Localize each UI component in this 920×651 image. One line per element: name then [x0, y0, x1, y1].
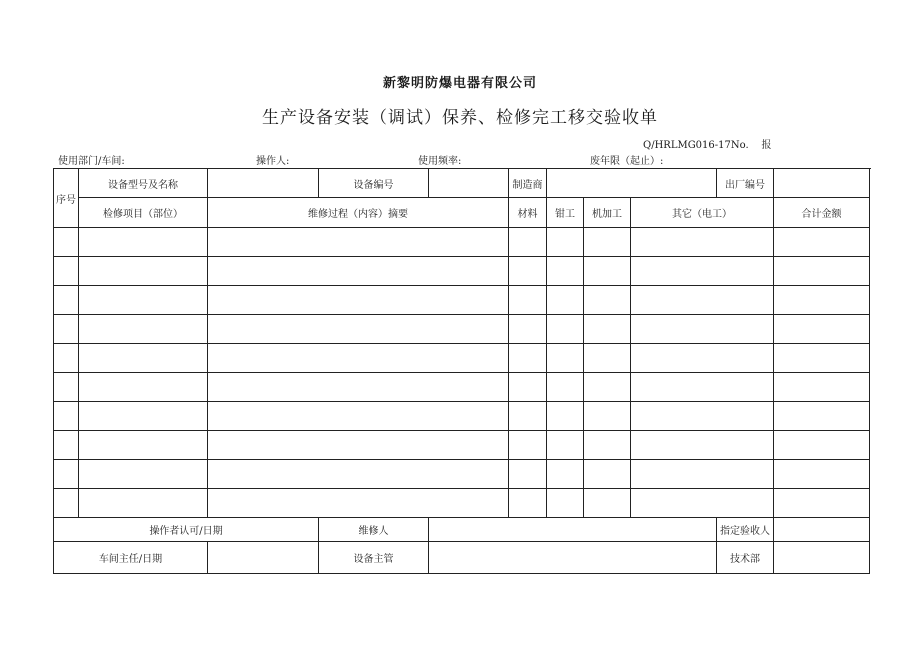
equip-manager-value-cell[interactable] — [429, 542, 717, 574]
acceptor-value-cell[interactable] — [774, 518, 870, 542]
table-cell[interactable] — [631, 257, 774, 286]
repairer-label: 维修人 — [319, 518, 429, 542]
table-cell[interactable] — [54, 373, 79, 402]
table-cell[interactable] — [547, 373, 584, 402]
table-cell[interactable] — [208, 402, 509, 431]
material-header: 材料 — [509, 198, 547, 228]
table-cell[interactable] — [774, 431, 870, 460]
table-cell[interactable] — [54, 257, 79, 286]
serial-header: 出厂编号 — [717, 169, 774, 198]
table-cell[interactable] — [547, 431, 584, 460]
table-cell[interactable] — [774, 344, 870, 373]
table-cell[interactable] — [208, 315, 509, 344]
table-cell[interactable] — [631, 402, 774, 431]
table-cell[interactable] — [54, 315, 79, 344]
table-row — [54, 431, 870, 460]
table-cell[interactable] — [631, 315, 774, 344]
table-cell[interactable] — [54, 460, 79, 489]
table-cell[interactable] — [54, 402, 79, 431]
operator-label: 操作人: — [256, 156, 290, 167]
table-cell[interactable] — [54, 228, 79, 257]
table-cell[interactable] — [631, 286, 774, 315]
table-cell[interactable] — [208, 489, 509, 518]
table-cell[interactable] — [509, 431, 547, 460]
table-row — [54, 460, 870, 489]
table-cell[interactable] — [509, 257, 547, 286]
table-cell[interactable] — [547, 460, 584, 489]
table-row — [54, 228, 870, 257]
table-cell[interactable] — [509, 286, 547, 315]
table-cell[interactable] — [631, 431, 774, 460]
table-cell[interactable] — [547, 315, 584, 344]
department-label: 使用部门/车间: — [58, 156, 125, 167]
repairer-value-cell[interactable] — [429, 518, 717, 542]
frequency-label: 使用频率: — [418, 156, 462, 167]
table-cell[interactable] — [79, 402, 208, 431]
table-cell[interactable] — [208, 431, 509, 460]
table-row — [54, 489, 870, 518]
maker-header: 制造商 — [509, 169, 547, 198]
table-cell[interactable] — [208, 257, 509, 286]
equip-no-value-cell[interactable] — [429, 169, 509, 198]
other-header: 其它（电工） — [631, 198, 774, 228]
machining-header: 机加工 — [584, 198, 631, 228]
equip-manager-label: 设备主管 — [319, 542, 429, 574]
table-cell[interactable] — [79, 315, 208, 344]
table-cell[interactable] — [54, 431, 79, 460]
seq-header: 序号 — [54, 169, 79, 228]
acceptance-form-table — [53, 168, 870, 574]
table-cell[interactable] — [547, 344, 584, 373]
table-cell[interactable] — [208, 228, 509, 257]
table-cell[interactable] — [208, 460, 509, 489]
table-cell[interactable] — [631, 489, 774, 518]
table-cell[interactable] — [584, 431, 631, 460]
table-row — [54, 344, 870, 373]
table-cell[interactable] — [547, 257, 584, 286]
total-header: 合计金额 — [774, 198, 870, 228]
maker-value-cell[interactable] — [547, 169, 717, 198]
table-cell[interactable] — [631, 373, 774, 402]
tech-dept-label: 技术部 — [717, 542, 774, 574]
operator-confirm-label: 操作者认可/日期 — [54, 518, 319, 542]
table-cell[interactable] — [547, 489, 584, 518]
table-cell[interactable] — [79, 373, 208, 402]
workshop-head-label: 车间主任/日期 — [54, 542, 208, 574]
table-cell[interactable] — [208, 286, 509, 315]
table-cell[interactable] — [79, 228, 208, 257]
table-cell[interactable] — [79, 460, 208, 489]
table-cell[interactable] — [509, 460, 547, 489]
equip-no-header: 设备编号 — [319, 169, 429, 198]
table-cell[interactable] — [79, 344, 208, 373]
table-cell[interactable] — [774, 373, 870, 402]
company-name: 新黎明防爆电器有限公司 — [382, 76, 537, 91]
table-row — [54, 402, 870, 431]
table-cell[interactable] — [584, 460, 631, 489]
table-cell[interactable] — [631, 460, 774, 489]
table-row — [54, 257, 870, 286]
table-cell[interactable] — [509, 373, 547, 402]
table-cell[interactable] — [54, 344, 79, 373]
table-cell[interactable] — [584, 489, 631, 518]
serial-value-cell[interactable] — [774, 169, 870, 198]
model-value-cell[interactable] — [208, 169, 319, 198]
table-cell[interactable] — [547, 286, 584, 315]
table-cell[interactable] — [547, 228, 584, 257]
table-cell[interactable] — [54, 489, 79, 518]
table-cell[interactable] — [547, 402, 584, 431]
table-cell[interactable] — [584, 344, 631, 373]
table-cell[interactable] — [79, 257, 208, 286]
data-rows — [54, 228, 870, 518]
table-row — [54, 286, 870, 315]
model-header: 设备型号及名称 — [79, 169, 208, 198]
table-cell[interactable] — [631, 228, 774, 257]
table-cell[interactable] — [54, 286, 79, 315]
table-cell[interactable] — [509, 228, 547, 257]
table-cell[interactable] — [584, 257, 631, 286]
process-header: 维修过程（内容）摘要 — [208, 198, 509, 228]
table-cell[interactable] — [774, 228, 870, 257]
scrap-period-label: 废年限（起止）: — [590, 156, 664, 167]
tech-dept-value-cell[interactable] — [774, 542, 870, 574]
table-cell[interactable] — [584, 228, 631, 257]
table-cell[interactable] — [774, 315, 870, 344]
table-cell[interactable] — [79, 286, 208, 315]
fitter-header: 钳工 — [547, 198, 584, 228]
table-cell[interactable] — [631, 344, 774, 373]
acceptor-label: 指定验收人 — [717, 518, 774, 542]
item-header: 检修项目（部位） — [79, 198, 208, 228]
table-cell[interactable] — [774, 489, 870, 518]
table-cell[interactable] — [79, 431, 208, 460]
table-cell[interactable] — [774, 286, 870, 315]
table-cell[interactable] — [208, 344, 509, 373]
table-cell[interactable] — [584, 402, 631, 431]
table-cell[interactable] — [208, 373, 509, 402]
table-row — [54, 315, 870, 344]
table-cell[interactable] — [774, 460, 870, 489]
table-cell[interactable] — [509, 402, 547, 431]
table-cell[interactable] — [509, 489, 547, 518]
table-cell[interactable] — [79, 489, 208, 518]
table-cell[interactable] — [509, 315, 547, 344]
form-title: 生产设备安装（调试）保养、检修完工移交验收单 — [262, 108, 658, 128]
table-cell[interactable] — [584, 286, 631, 315]
document-number: Q/HRLMG016-17No. 报 — [643, 140, 772, 151]
table-cell[interactable] — [584, 373, 631, 402]
table-row — [54, 373, 870, 402]
table-cell[interactable] — [774, 402, 870, 431]
workshop-head-value-cell[interactable] — [208, 542, 319, 574]
table-cell[interactable] — [584, 315, 631, 344]
table-cell[interactable] — [774, 257, 870, 286]
table-cell[interactable] — [509, 344, 547, 373]
